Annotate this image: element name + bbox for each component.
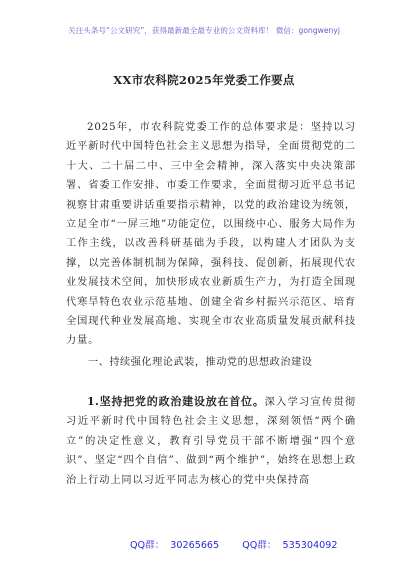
document-title: XX市农科院2025年党委工作要点: [113, 73, 295, 87]
subsection-body: 深入学习宣传贯彻习近平新时代中国特色社会主义思想，深刻领悟“两个确立”的决定性意义，教育引导党员干部不断增强“四个意识”、坚定“四个自信”、做到“两个维护”，始终在思想上政治上行动上同以习近平同志为核心的党中央保持高: [66, 397, 356, 486]
footer-contacts: [130, 537, 338, 551]
qq-group-2-number: 535304092: [282, 540, 338, 551]
qq-group-1-number: 30265665: [170, 540, 220, 551]
header-note: 关注头条号“公文研究”，获得最新最全最专业的公文资料库！ 微信：gongwenyj: [68, 26, 340, 35]
intro-paragraph: 2025年，市农科院党委工作的总体要求是：坚持以习近平新时代中国特色社会主义思想为指导，全面贯彻党的二十大、二十届二中、三中全会精神，深入落实中央决策部署、省委工作安排、市委工作要求，全面贯彻习近平总书记视察甘肃重要讲话重要指示精神，以党的政治建设为统领，立足全市“一屏三地”功能定位，以围绕中心、服务大局作为工作主线，以改善科研基础为手段，以构建人才团队为支撑，以完善体制机制为保障，强科技、促创新，拓展现代农业发展技术空间，加快形成农业新质生产力，为打造全国现代寒旱特色农业示范基地、创建全省乡村振兴示范区、培育全国现代种业发展高地、实现全市农业高质量发展贡献科技力量。: [66, 122, 356, 347]
qq-group-2: [242, 540, 343, 551]
qq-group-1-label: QQ群：: [130, 540, 165, 551]
subsection-paragraph: [66, 392, 356, 490]
qq-group-2-label: QQ群：: [242, 540, 277, 551]
qq-group-1: [130, 540, 233, 551]
section-heading: 一、持续强化理论武装，推动党的思想政治建设: [88, 357, 313, 368]
subsection-lead: 1.坚持把党的政治建设放在首位。: [87, 395, 265, 408]
